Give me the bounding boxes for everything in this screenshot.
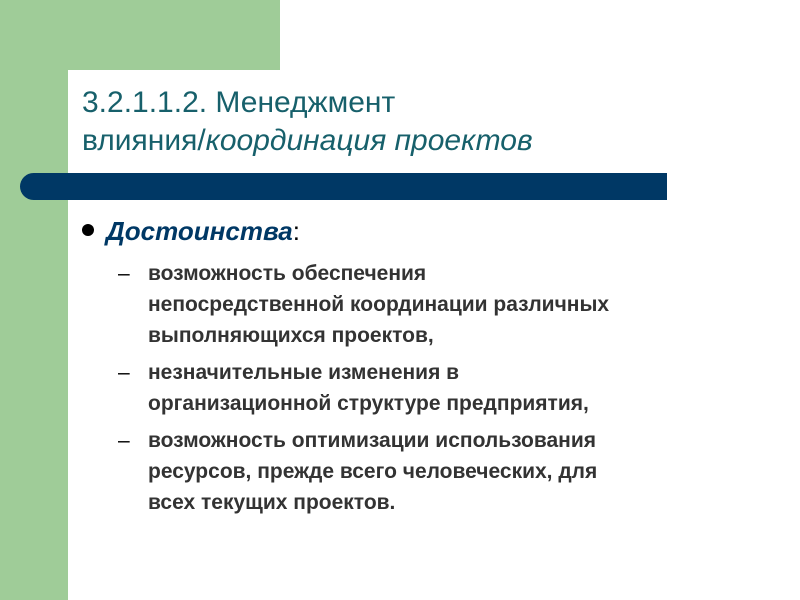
list-item [118,357,778,419]
title-divider-bar [20,173,667,200]
main-bullet-heading: Достоинства [106,216,293,246]
title-line-2 [82,122,782,160]
slide-title [82,84,782,160]
list-item-line: возможность обеспечения [148,262,427,285]
list-item-line: организационной структуре предприятия, [148,392,589,415]
list-item [118,258,778,351]
list-item-line: непосредственной координации различных [148,293,610,316]
main-bullet [82,214,300,248]
dash-icon: – [118,262,130,285]
title-line-1: 3.2.1.1.2. Менеджмент [82,86,396,119]
list-item [118,425,778,518]
dash-icon: – [118,429,130,452]
bullet-dot-icon [82,224,94,236]
title-line-2-regular: влияния/ [82,124,206,157]
list-item-line: незначительные изменения в [148,361,460,384]
list-item-line: всех текущих проектов. [148,491,396,514]
list-item-line: выполняющихся проектов, [148,324,434,347]
title-line-2-italic: координация проектов [205,124,533,157]
dash-icon: – [118,361,130,384]
main-bullet-suffix: : [292,216,300,246]
list-item-line: возможность оптимизации использования [148,429,597,452]
sub-bullet-list [118,258,778,524]
list-item-line: ресурсов, прежде всего человеческих, для [148,460,598,483]
decor-green-left [0,0,68,600]
